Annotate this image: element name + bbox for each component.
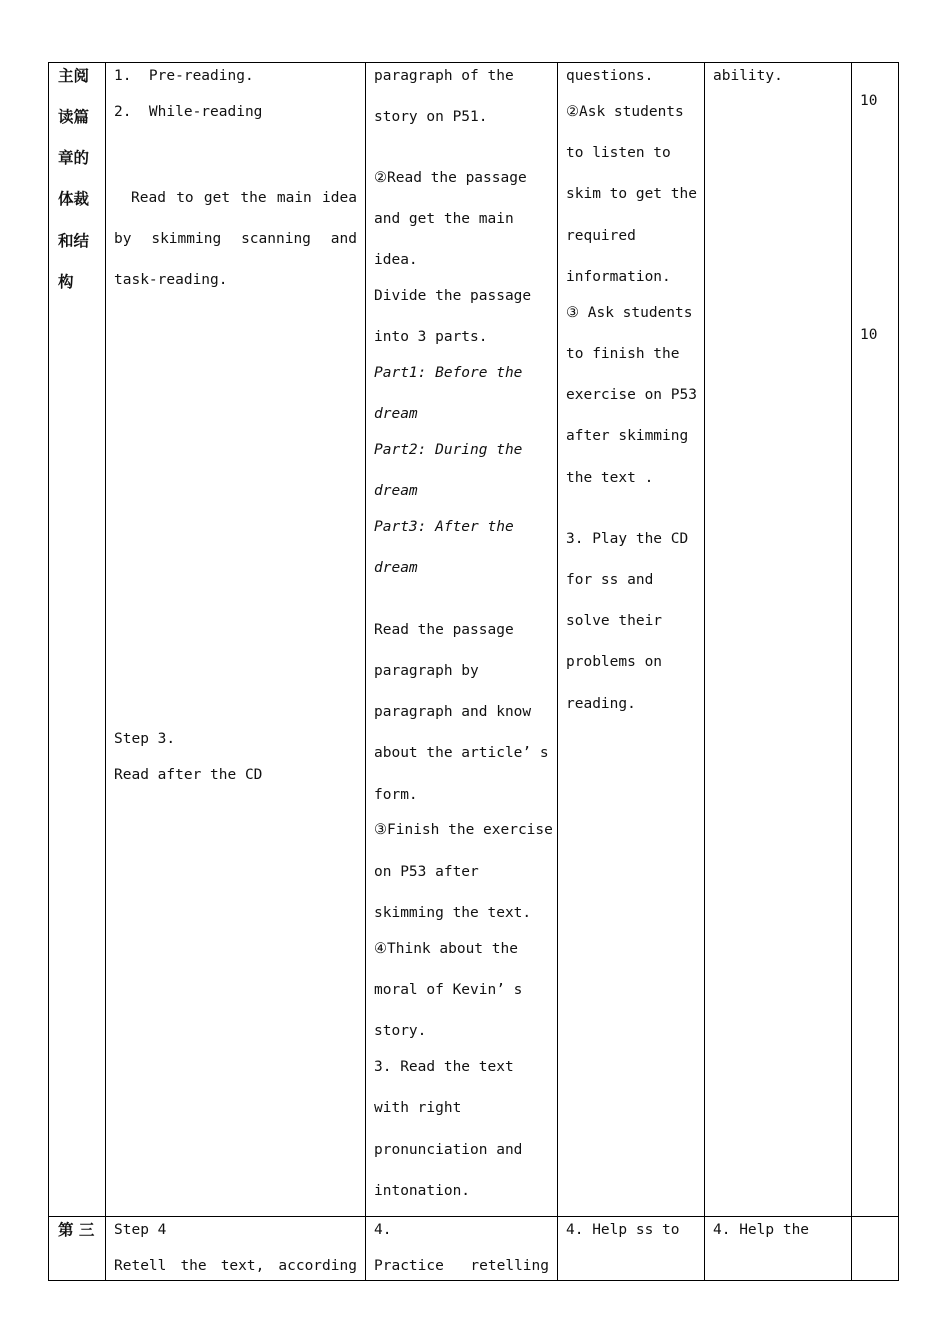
word: skimming bbox=[151, 231, 222, 247]
word: get bbox=[203, 190, 231, 206]
col-divider-5 bbox=[851, 62, 852, 1281]
step-3-description: Read after the CD bbox=[114, 767, 263, 783]
word: Read bbox=[131, 190, 166, 206]
student-activity-line: paragraph of the bbox=[374, 68, 514, 84]
teacher-activity-line: to listen to bbox=[566, 145, 671, 161]
student-activity-line: form. bbox=[374, 787, 418, 803]
student-activity-line: with right bbox=[374, 1100, 462, 1116]
stage-label-line: 章的 bbox=[58, 149, 90, 167]
student-activity-row2-line: 4. bbox=[374, 1222, 392, 1238]
teacher-activity-line: required bbox=[566, 228, 636, 244]
student-activity-line: intonation. bbox=[374, 1183, 471, 1199]
stage-label-line: 构 bbox=[58, 273, 74, 291]
teacher-activity-line: questions. bbox=[566, 68, 654, 84]
word: text, bbox=[220, 1258, 265, 1274]
word: the bbox=[240, 190, 267, 206]
main-idea-line-2 bbox=[114, 230, 357, 248]
teacher-activity-line: information. bbox=[566, 269, 671, 285]
col-divider-3 bbox=[557, 62, 558, 1281]
student-activity-row2-line bbox=[374, 1257, 549, 1275]
step-3-heading: Step 3. bbox=[114, 731, 176, 747]
student-activity-line: paragraph and know bbox=[374, 704, 532, 720]
col-divider-2 bbox=[365, 62, 366, 1281]
student-activity-line: 3. Read the text bbox=[374, 1059, 514, 1075]
student-activity-line: pronunciation and bbox=[374, 1142, 523, 1158]
table-right-border bbox=[898, 62, 899, 1281]
student-activity-line: skimming the text. bbox=[374, 905, 532, 921]
student-activity-line: into 3 parts. bbox=[374, 329, 488, 345]
student-activity-line: paragraph by bbox=[374, 663, 479, 679]
stage-label-line: 主阅 bbox=[58, 67, 90, 85]
main-idea-line-1 bbox=[114, 189, 357, 207]
passage-part-label: dream bbox=[374, 483, 418, 499]
word: to bbox=[176, 190, 194, 206]
student-activity-line: and get the main bbox=[374, 211, 514, 227]
word: by bbox=[114, 231, 132, 247]
student-activity-line: about the article’ s bbox=[374, 745, 549, 761]
passage-part-label: Part1: Before the bbox=[374, 365, 523, 381]
step-item-while-reading: 2. While-reading bbox=[114, 104, 263, 120]
student-activity-line: Divide the passage bbox=[374, 288, 532, 304]
table-top-border bbox=[48, 62, 899, 63]
stage-label-row2: 第 三 bbox=[58, 1221, 95, 1239]
student-activity-line: idea. bbox=[374, 252, 418, 268]
word: main bbox=[276, 190, 312, 206]
col-divider-4 bbox=[704, 62, 705, 1281]
passage-part-label: Part2: During the bbox=[374, 442, 523, 458]
word: Retell bbox=[114, 1258, 167, 1274]
purpose-line: ability. bbox=[713, 68, 783, 84]
word: idea bbox=[322, 190, 357, 206]
word: Practice bbox=[374, 1258, 444, 1274]
passage-part-label: dream bbox=[374, 406, 418, 422]
word: retelling bbox=[470, 1258, 549, 1274]
step-4-description bbox=[114, 1257, 357, 1275]
word: scanning bbox=[241, 231, 311, 247]
teacher-activity-line: for ss and bbox=[566, 572, 654, 588]
student-activity-line: ②Read the passage bbox=[374, 170, 527, 186]
teacher-activity-line: ②Ask students bbox=[566, 104, 684, 120]
stage-label-line: 体裁 bbox=[58, 190, 90, 208]
table-bottom-border bbox=[48, 1280, 899, 1281]
teacher-activity-line: ③ Ask students bbox=[566, 305, 693, 321]
time-minutes: 10 bbox=[860, 327, 878, 343]
teacher-activity-line: exercise on P53 bbox=[566, 387, 697, 403]
time-minutes: 10 bbox=[860, 93, 878, 109]
student-activity-line: Read the passage bbox=[374, 622, 514, 638]
word: the bbox=[180, 1258, 207, 1274]
step-4-heading: Step 4 bbox=[114, 1222, 167, 1238]
teacher-activity-line: to finish the bbox=[566, 346, 680, 362]
stage-label-line: 和结 bbox=[58, 232, 90, 250]
purpose-row2-line: 4. Help the bbox=[713, 1222, 810, 1238]
student-activity-line: ④Think about the bbox=[374, 941, 518, 957]
main-idea-line-3: task-reading. bbox=[114, 272, 228, 288]
table-left-border bbox=[48, 62, 49, 1281]
teacher-activity-line: skim to get the bbox=[566, 186, 697, 202]
row-divider bbox=[48, 1216, 899, 1217]
passage-part-label: dream bbox=[374, 560, 418, 576]
teacher-activity-line: after skimming bbox=[566, 428, 689, 444]
student-activity-line: story. bbox=[374, 1023, 427, 1039]
word: and bbox=[330, 231, 357, 247]
student-activity-line: on P53 after bbox=[374, 864, 479, 880]
teacher-activity-line: solve their bbox=[566, 613, 663, 629]
teacher-activity-line: reading. bbox=[566, 696, 636, 712]
step-item-pre-reading: 1. Pre-reading. bbox=[114, 68, 254, 84]
teacher-activity-line: the text . bbox=[566, 470, 654, 486]
teacher-activity-line: 3. Play the CD bbox=[566, 531, 689, 547]
student-activity-line: moral of Kevin’ s bbox=[374, 982, 523, 998]
word: according bbox=[278, 1258, 357, 1274]
col-divider-1 bbox=[105, 62, 106, 1281]
student-activity-line: ③Finish the exercise bbox=[374, 822, 553, 838]
stage-label-line: 读篇 bbox=[58, 108, 90, 126]
student-activity-line: story on P51. bbox=[374, 109, 488, 125]
passage-part-label: Part3: After the bbox=[374, 519, 514, 535]
teacher-activity-row2-line: 4. Help ss to bbox=[566, 1222, 680, 1238]
teacher-activity-line: problems on bbox=[566, 654, 663, 670]
